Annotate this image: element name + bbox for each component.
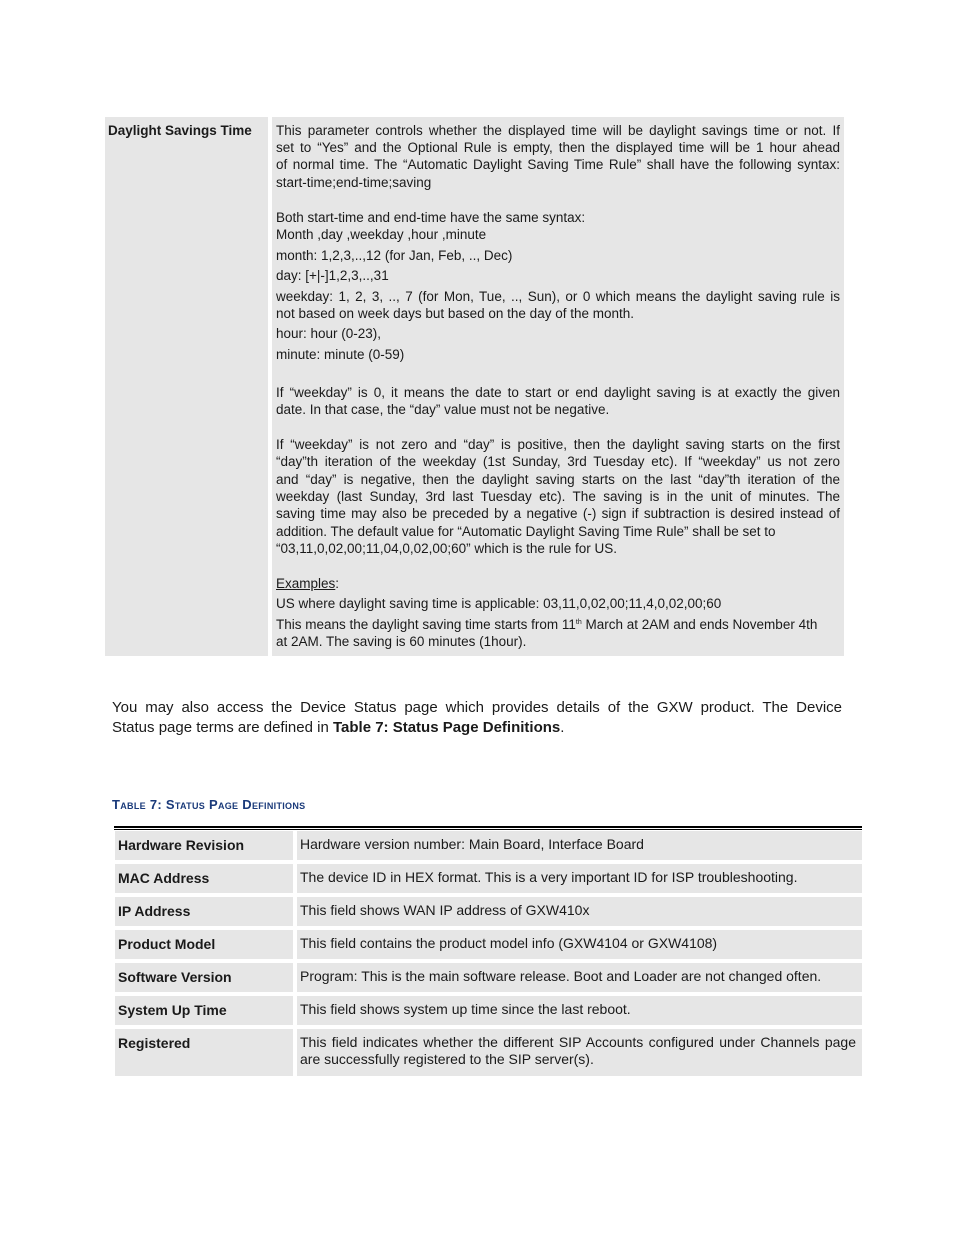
daylight-savings-label-cell bbox=[105, 117, 268, 656]
row-label: Product Model bbox=[118, 936, 216, 952]
desc-line: date. In that case, the “day” value must not be negative. bbox=[276, 402, 610, 417]
row-label: Registered bbox=[118, 1035, 191, 1051]
row-value: Program: This is the main software release. Boot and Loader are not changed often. bbox=[300, 968, 822, 984]
row-value: Hardware version number: Main Board, Interface Board bbox=[300, 836, 644, 852]
row-value-cell bbox=[297, 897, 862, 926]
paragraph-period: . bbox=[560, 719, 565, 736]
example-meaning bbox=[276, 616, 840, 634]
desc-line: “03,11,0,02,00;11,04,0,02,00;60” which is the rule for US. bbox=[276, 541, 617, 556]
desc-line: hour: hour (0-23), bbox=[276, 326, 382, 341]
examples-heading bbox=[276, 575, 840, 593]
desc-line: If “weekday” is 0, it means the date to start or end daylight saving is at exactly the given bbox=[276, 385, 840, 400]
daylight-savings-table bbox=[105, 117, 844, 656]
desc-line: Both start-time and end-time have the same syntax: bbox=[276, 210, 586, 225]
meaning-sup: th bbox=[575, 619, 582, 626]
examples-colon: : bbox=[335, 576, 340, 591]
examples-label: Examples bbox=[276, 576, 336, 591]
row-value: This field shows system up time since the last reboot. bbox=[300, 1001, 631, 1017]
paragraph-line-2 bbox=[112, 718, 842, 738]
row-value-cell bbox=[297, 996, 862, 1025]
desc-line: If “weekday” is not zero and “day” is positive, then the daylight saving starts on the first bbox=[276, 437, 840, 452]
daylight-savings-description bbox=[272, 117, 844, 656]
table-row bbox=[115, 897, 862, 926]
daylight-savings-label: Daylight Savings Time bbox=[108, 123, 252, 138]
row-label: System Up Time bbox=[118, 1002, 227, 1018]
paragraph-line-1: You may also access the Device Status page which provides details of the GXW product. The Device bbox=[112, 699, 842, 716]
table-row bbox=[115, 864, 862, 893]
table-row bbox=[115, 831, 862, 860]
row-label-cell bbox=[115, 864, 293, 893]
desc-line: saving time may also be preceded by a negative (-) sign if subtraction is desired instead of bbox=[276, 506, 840, 521]
row-value: This field contains the product model info (GXW4104 or GXW4108) bbox=[300, 935, 718, 951]
row-label-cell bbox=[115, 897, 293, 926]
desc-line: month: 1,2,3,..,12 (for Jan, Feb, .., Dec) bbox=[276, 248, 513, 263]
row-label-cell bbox=[115, 930, 293, 959]
table-row bbox=[115, 963, 862, 992]
row-label: MAC Address bbox=[118, 870, 210, 886]
desc-line: minute: minute (0-59) bbox=[276, 347, 405, 362]
row-label-cell bbox=[115, 831, 293, 860]
desc-line: set to “Yes” and the Optional Rule is empty, then the displayed time will be 1 hour ahead bbox=[276, 140, 840, 155]
desc-line: Month ,day ,weekday ,hour ,minute bbox=[276, 227, 487, 242]
table-row bbox=[115, 996, 862, 1025]
row-value-cell bbox=[297, 1029, 862, 1076]
row-value: The device ID in HEX format. This is a very important ID for ISP troubleshooting. bbox=[300, 869, 798, 885]
row-value-cell bbox=[297, 930, 862, 959]
row-label: IP Address bbox=[118, 903, 191, 919]
example-line: US where daylight saving time is applicable: 03,11,0,02,00;11,4,0,02,00;60 bbox=[276, 596, 722, 611]
table-top-rule-thin bbox=[114, 829, 862, 830]
table-top-rule bbox=[114, 826, 862, 828]
row-value-cell bbox=[297, 864, 862, 893]
row-label: Hardware Revision bbox=[118, 837, 245, 853]
table-reference: Table 7: Status Page Definitions bbox=[332, 719, 561, 736]
row-label-cell bbox=[115, 1029, 293, 1076]
desc-line: addition. The default value for “Automatic Daylight Saving Time Rule” shall be set to bbox=[276, 524, 776, 539]
desc-line: “day”th iteration of the weekday (1st Sunday, 3rd Tuesday etc). If “weekday” us not zero bbox=[276, 454, 840, 469]
desc-line: This parameter controls whether the displayed time will be daylight savings time or not. If bbox=[276, 123, 840, 138]
desc-line: not based on week days but based on the day of the month. bbox=[276, 306, 635, 321]
desc-line: start-time;end-time;saving bbox=[276, 175, 432, 190]
paragraph-text: Status page terms are defined in bbox=[112, 719, 333, 736]
row-label-cell bbox=[115, 963, 293, 992]
row-value: This field shows WAN IP address of GXW410x bbox=[300, 902, 590, 918]
row-label: Software Version bbox=[118, 969, 232, 985]
example-meaning-line2: at 2AM. The saving is 60 minutes (1hour). bbox=[276, 634, 527, 649]
row-value-line-2: are successfully registered to the SIP server(s). bbox=[300, 1051, 594, 1067]
table-row bbox=[115, 1029, 862, 1076]
row-label-cell bbox=[115, 996, 293, 1025]
desc-line: of normal time. The “Automatic Daylight Saving Time Rule” shall have the following syntax: bbox=[276, 157, 840, 172]
meaning-post: March at 2AM and ends November 4th bbox=[581, 617, 818, 632]
desc-line: day: [+|-]1,2,3,..,31 bbox=[276, 268, 389, 283]
desc-line: weekday: 1, 2, 3, .., 7 (for Mon, Tue, .., Sun), or 0 which means the daylight saving rule is bbox=[276, 289, 840, 304]
row-value-line-1: This field indicates whether the different SIP Accounts configured under Channels page bbox=[300, 1034, 856, 1050]
desc-line: and “day” is negative, then the daylight saving starts on the last “day”th iteration of the bbox=[276, 472, 840, 487]
table-caption: Table 7: Status Page Definitions bbox=[112, 797, 306, 812]
meaning-pre: This means the daylight saving time starts from 11 bbox=[276, 617, 576, 632]
table-row bbox=[115, 930, 862, 959]
row-value-cell bbox=[297, 831, 862, 860]
desc-line: weekday (last Sunday, 3rd last Tuesday etc). The saving is in the unit of minutes. The bbox=[276, 489, 840, 504]
row-value-cell bbox=[297, 963, 862, 992]
